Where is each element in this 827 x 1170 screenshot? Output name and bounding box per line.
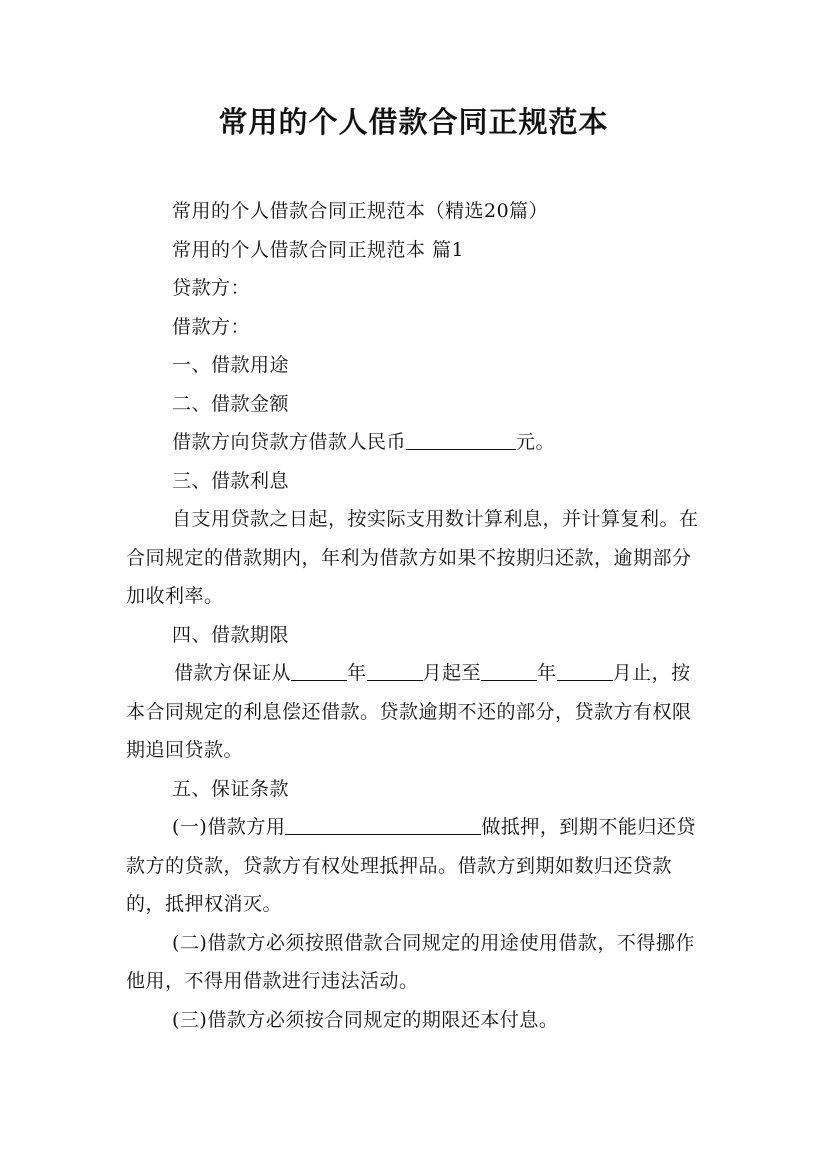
heading-guarantee: 五、保证条款 [172, 777, 290, 800]
term-month1: 月起至 [422, 662, 482, 684]
clause-2: (二)借款方必须按照借款合同规定的用途使用借款，不得挪作他用，不得用借款进行违法活动。 [126, 931, 695, 992]
collateral-blank [285, 814, 481, 835]
heading-loan-term: 四、借款期限 [172, 623, 290, 646]
term-year2: 年 [537, 662, 557, 684]
heading-loan-amount: 二、借款金额 [172, 392, 290, 415]
term-text-start: 借款方保证从 [174, 662, 292, 684]
borrower-label: 借款方： [172, 315, 251, 338]
heading-loan-purpose: 一、借款用途 [172, 354, 290, 376]
term-month2: 月止， [612, 662, 672, 684]
section-heading: 常用的个人借款合同正规范本 篇1 [172, 238, 465, 261]
amount-text-before: 借款方向贷款方借款人民币 [172, 431, 407, 453]
term-blank-month2 [557, 660, 613, 681]
term-blank-year1 [291, 660, 347, 681]
document-title: 常用的个人借款合同正规范本 [218, 105, 609, 139]
lender-label: 贷款方： [172, 277, 251, 299]
amount-paragraph [126, 423, 706, 462]
clause-1 [126, 808, 706, 924]
subtitle-line: 常用的个人借款合同正规范本（精选20篇） [172, 200, 549, 222]
term-year1: 年 [347, 662, 367, 684]
clause-1-before: (一)借款方用 [172, 816, 286, 838]
clause-3: (三)借款方必须按合同规定的期限还本付息。 [172, 1008, 559, 1031]
amount-text-after: 元。 [516, 431, 556, 453]
term-text-rest: 按本合同规定的利息偿还借款。贷款逾期不还的部分，贷款方有权限期追回贷款。 [126, 662, 692, 761]
term-blank-year2 [481, 660, 537, 681]
term-blank-month1 [367, 660, 423, 681]
document-body [126, 192, 706, 1039]
heading-loan-interest: 三、借款利息 [172, 469, 290, 492]
clause-1-after: 做抵押，到期不能归还贷款方的贷款，贷款方有权处理抵押品。借款方到期如数归还贷款的，抵押权消灭。 [126, 816, 696, 915]
term-paragraph [126, 654, 706, 770]
interest-paragraph: 自支用贷款之日起，按实际支用数计算利息，并计算复利。在合同规定的借款期内，年利为借款方如果不按期归还款，逾期部分加收利率。 [126, 508, 699, 607]
amount-blank [406, 429, 516, 450]
